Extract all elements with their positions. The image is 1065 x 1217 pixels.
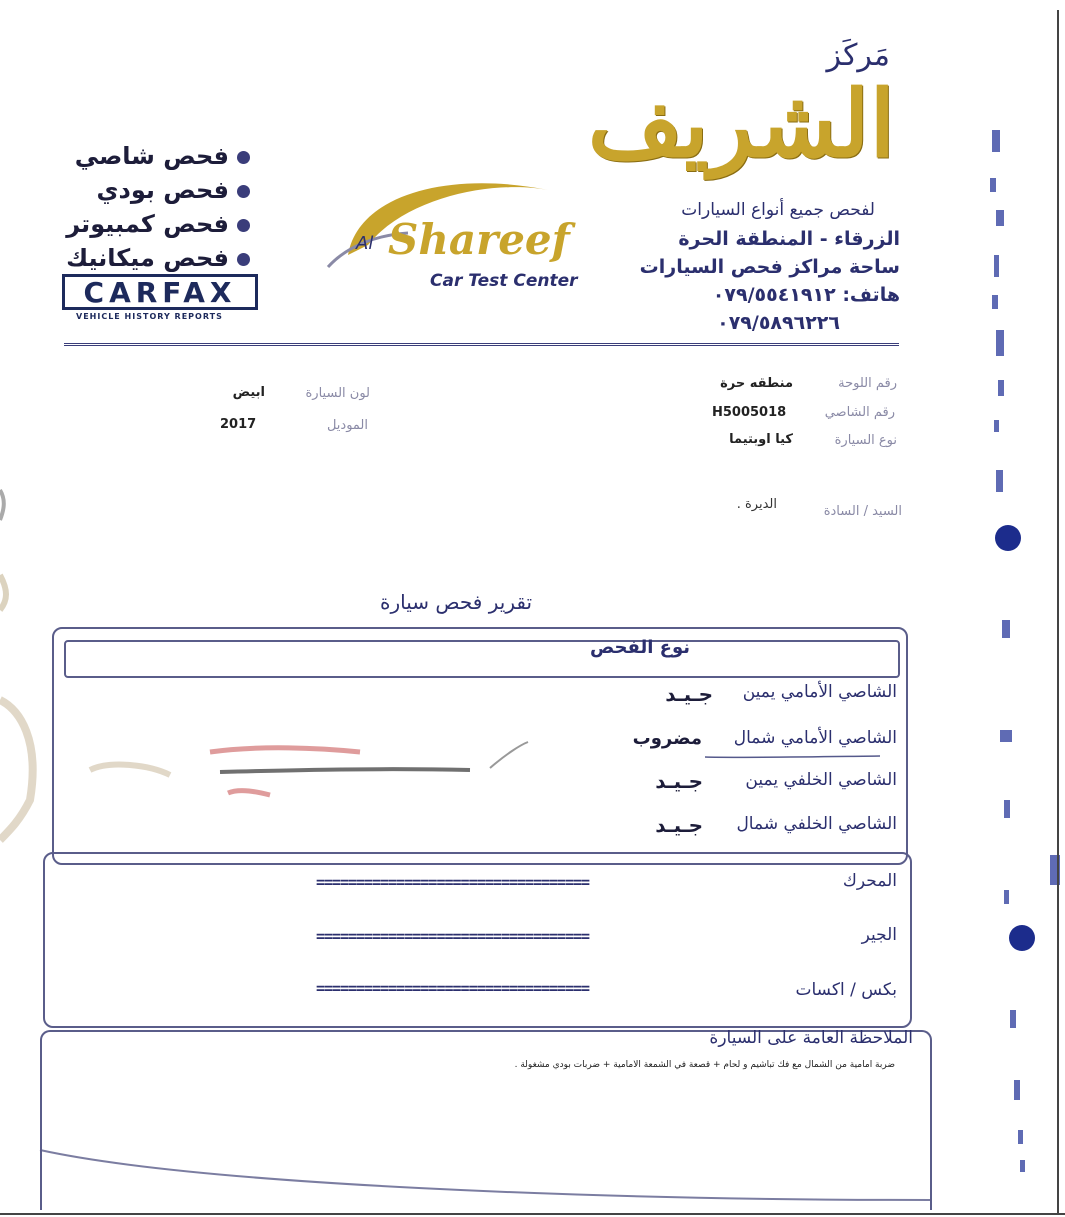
row-label-front-right: الشاصي الأمامي يمين	[742, 682, 897, 702]
brand-name-arabic: الشريف	[587, 70, 895, 178]
service-item-chassis: فحص شاصي	[75, 142, 250, 170]
row-value-axles: ==================================	[316, 979, 590, 997]
notes-title: الملاحظة العامة على السيارة	[709, 1028, 913, 1048]
report-title: تقرير فحص سيارة	[380, 590, 533, 614]
phone-1: ٠٧٩/٥٥٤١٩١٢	[712, 284, 836, 306]
address-line-2: ساحة مراكز فحص السيارات	[639, 256, 900, 278]
row-value-gear: ==================================	[316, 927, 590, 945]
row-label-gear: الجير	[861, 925, 897, 945]
chassis-label: رقم الشاصي	[824, 405, 895, 420]
phone-2: ٠٧٩/٥٨٩٦٢٢٦	[717, 312, 840, 334]
customer-value: الديرة .	[736, 497, 777, 512]
row-label-rear-left: الشاصي الخلفي شمال	[736, 814, 897, 834]
row-value-rear-right: جـيـد	[655, 769, 703, 793]
car-type-label: نوع السيارة	[834, 433, 897, 448]
punch-hole-icon	[1009, 925, 1035, 951]
row-value-engine: ==================================	[316, 873, 590, 891]
logo-al-text: Al	[356, 233, 374, 254]
punch-hole-icon	[995, 525, 1021, 551]
carfax-subtitle: VEHICLE HISTORY REPORTS	[76, 312, 223, 321]
row-value-front-right: جـيـد	[665, 682, 713, 706]
row-label-engine: المحرك	[842, 871, 897, 891]
car-color-value: ابيض	[232, 385, 265, 400]
logo-shareef-text: Shareef	[388, 215, 570, 264]
service-item-computer: فحص كمبيوتر	[66, 210, 250, 238]
phone-label: هاتف:	[842, 284, 900, 306]
brand-tagline: لفحص جميع أنواع السيارات	[681, 200, 875, 220]
chassis-value: H5005018	[712, 405, 787, 420]
customer-label: السيد / السادة	[823, 504, 902, 519]
service-item-mechanic: فحص ميكانيك	[66, 244, 250, 272]
carfax-word: CARFAX	[83, 275, 237, 309]
plate-label: رقم اللوحة	[838, 376, 897, 391]
model-label: الموديل	[326, 418, 368, 433]
car-color-label: لون السيارة	[305, 386, 370, 401]
inspection-header: نوع الفحص	[589, 637, 690, 658]
notes-text: ضربة امامية من الشمال مع فك تباشيم و لحام + قصعة في الشمعة الامامية + ضربات بودي مشغولة .	[514, 1060, 895, 1070]
margin-marks	[990, 130, 1060, 1172]
row-value-rear-left: جـيـد	[655, 813, 703, 837]
car-type-value: كيا اوبتيما	[729, 432, 793, 447]
row-label-front-left: الشاصي الأمامي شمال	[733, 728, 897, 748]
row-label-rear-right: الشاصي الخلفي يمين	[745, 770, 897, 790]
plate-value: منطقه حرة	[720, 376, 793, 391]
address-line-1: الزرقاء - المنطقة الحرة	[678, 228, 900, 250]
row-label-axles: بكس / اكسات	[795, 980, 897, 1000]
brand-markaz-text: مَركَز	[826, 38, 890, 73]
service-item-body: فحص بودي	[97, 176, 250, 204]
logo-subtitle: Car Test Center	[430, 271, 578, 291]
model-value: 2017	[220, 417, 257, 432]
row-value-front-left: مضروب	[632, 728, 702, 749]
